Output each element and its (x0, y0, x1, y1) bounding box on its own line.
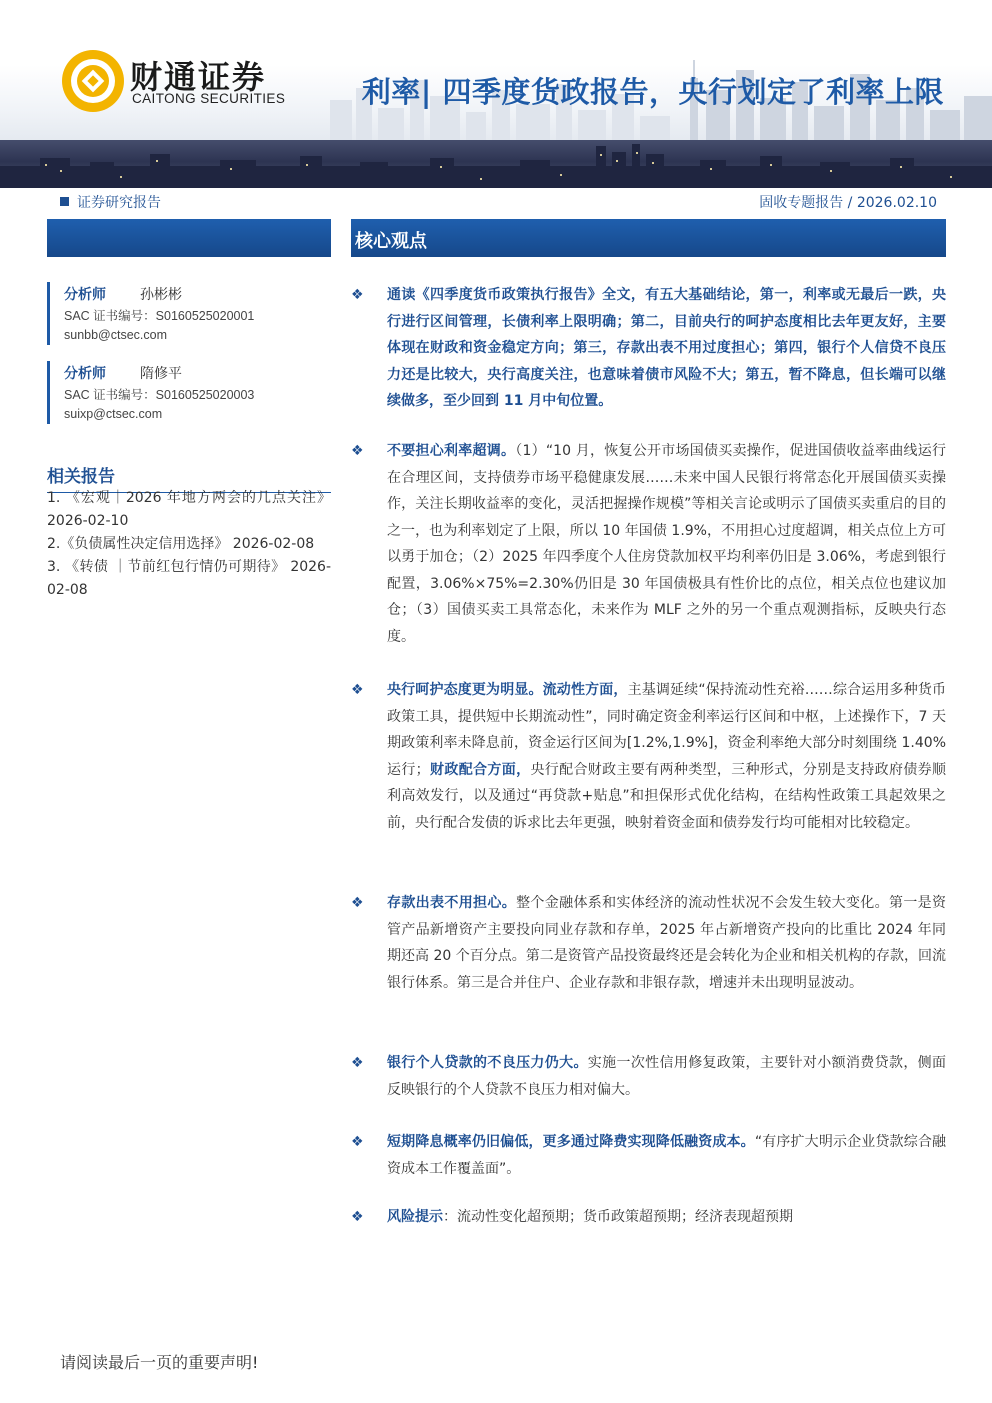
diamond-bullet-icon: ❖ (351, 895, 364, 911)
core-view-body: 整个金融体系和实体经济的流动性状况不会发生较大变化。第一是资管产品新增资产主要投向同业存款和存单，2025 年占新增资产投向的比重比 2024 年同期还高 20 个百分点。第二是资管产品投资最终还是会转化为企业和相关机构的存款，回流银行体系。第三是合并住户、企业存款和非银存款，增速并未出现明显波动。 (387, 895, 947, 991)
diamond-bullet-icon: ❖ (351, 682, 364, 698)
company-logo (60, 48, 310, 114)
core-view-lead: 不要担心利率超调。 (387, 443, 516, 459)
core-view-body: （1）“10 月，恢复公开市场国债买卖操作，促进国债收益率曲线运行在合理区间，支持债券市场平稳健康发展……未来中国人民银行将常态化开展国债买卖操作，关注长期收益率的变化，灵活把握操作规模”等相关言论或明示了国债买卖重启的目的之一，也为利率划定了上限，所以 10 年国债 1.9%，不用担心过度超调，相关点位上方可以勇于加仓；（2）2025 年四季度个人住房贷款加权平均利率仍旧是 3.06%，考虑到银行配置，3.06%×75%=2.30%仍旧是 30 年国债极具有性价比的点位，相关点位也建议加仓；（3）国债买卖工具常态化，未来作为 MLF 之外的另一个重点观测指标，反映央行态度。 (387, 443, 946, 645)
diamond-bullet-icon: ❖ (351, 1134, 364, 1150)
analyst-role: 分析师 (64, 366, 106, 382)
logo-english-name: CAITONG SECURITIES (132, 91, 286, 106)
core-view-lead: 存款出表不用担心。 (387, 895, 517, 911)
disclaimer-note: 请阅读最后一页的重要声明! (60, 1353, 259, 1372)
risk-warning-text (387, 1204, 946, 1231)
diamond-bullet-icon: ❖ (351, 1055, 364, 1071)
risk-warning-lead: 风险提示 (387, 1209, 443, 1225)
report-type-date: 固收专题报告 / 2026.02.10 (759, 195, 937, 211)
analyst-sac-number: SAC 证书编号：S0160525020001 (64, 309, 255, 323)
header-banner (0, 0, 992, 190)
report-category-label: 证券研究报告 (77, 195, 161, 211)
analyst-email: sunbb@ctsec.com (64, 328, 168, 342)
core-view-lead: 银行个人贷款的不良压力仍大。 (387, 1055, 588, 1071)
analyst-card (47, 282, 331, 345)
core-view-body: 主基调延续“保持流动性充裕……综合运用多种货币政策工具，提供短中长期流动性”，同时确定资金利率运行区间和中枢，上述操作下，7 天期政策利率未降息前，资金运行区间为[1.2%,1.9%]，资金利率绝大部分时刻围绕 1.40%运行； (387, 682, 946, 778)
report-title: 利率| 四季度货政报告，央行划定了利率上限 (361, 75, 944, 109)
square-bullet-icon (60, 197, 69, 206)
core-view-lead-2: 财政配合方面， (429, 761, 531, 778)
core-view-lead: 短期降息概率仍旧偏低，更多通过降费实现降低融资成本。 (387, 1134, 755, 1150)
core-view-body-2: 央行配合财政主要有两种类型，三种形式，分别是支持政府债券顺利高效发行，以及通过“再贷款+贴息”和担保形式优化结构，在结构性政策工具起效果之前，央行配合发债的诉求比去年更强，映射着资金面和债券发行均可能相对比较稳定。 (387, 761, 947, 831)
core-view-text (387, 1050, 946, 1103)
analyst-name: 孙彬彬 (140, 287, 182, 303)
core-views-title: 核心观点 (355, 231, 427, 252)
diamond-bullet-icon: ❖ (351, 443, 364, 459)
related-reports-list (47, 487, 331, 602)
related-report-link[interactable]: 3. 《转债 ｜节前红包行情仍可期待》 2026-02-08 (47, 559, 331, 598)
related-reports-title: 相关报告 (47, 462, 331, 493)
core-views-header (351, 219, 946, 257)
night-skyline-illustration (0, 140, 992, 188)
left-column-header-bar (47, 219, 331, 257)
core-view-text (387, 1129, 946, 1182)
report-category (60, 192, 161, 212)
core-view-text (387, 677, 946, 836)
night-city-strip (0, 140, 992, 188)
related-report-link[interactable]: 2.《负债属性决定信用选择》 2026-02-08 (47, 536, 315, 552)
analyst-sac-number: SAC 证书编号：S0160525020003 (64, 388, 255, 402)
risk-warning-body: ：流动性变化超预期；货币政策超预期；经济表现超预期 (443, 1209, 793, 1225)
logo-chinese-name: 财通证券 (130, 58, 267, 96)
core-view-lead: 央行呵护态度更为明显。流动性方面， (387, 682, 628, 698)
core-view-body: “有序扩大明示企业贷款综合融资成本工作覆盖面”。 (387, 1134, 946, 1177)
related-report-link[interactable]: 1. 《宏观｜2026 年地方两会的几点关注》 2026-02-10 (47, 490, 331, 529)
analyst-name: 隋修平 (140, 366, 182, 382)
diamond-bullet-icon: ❖ (351, 287, 364, 303)
analyst-email: suixp@ctsec.com (64, 407, 163, 421)
diamond-bullet-icon: ❖ (351, 1209, 364, 1225)
analyst-card (47, 361, 331, 424)
core-view-text (387, 890, 946, 996)
core-view-body: 实施一次性信用修复政策，主要针对小额消费贷款，侧面反映银行的个人贷款不良压力相对偏大。 (387, 1055, 947, 1098)
analyst-role: 分析师 (64, 287, 106, 303)
logo-coin-icon (60, 48, 126, 114)
core-view-text: 通读《四季度货币政策执行报告》全文，有五大基础结论，第一，利率或无最后一跌，央行进行区间管理，长债利率上限明确；第二，目前央行的呵护态度相比去年更友好，主要体现在财政和资金稳定方向；第三，存款出表不用过度担心；第四，银行个人信贷不良压力还是比较大，央行高度关注，也意味着债市风险不大；第五，暂不降息，但长端可以继续做多，至少回到 11 月中旬位置。 (387, 287, 946, 409)
core-view-text (387, 438, 946, 650)
